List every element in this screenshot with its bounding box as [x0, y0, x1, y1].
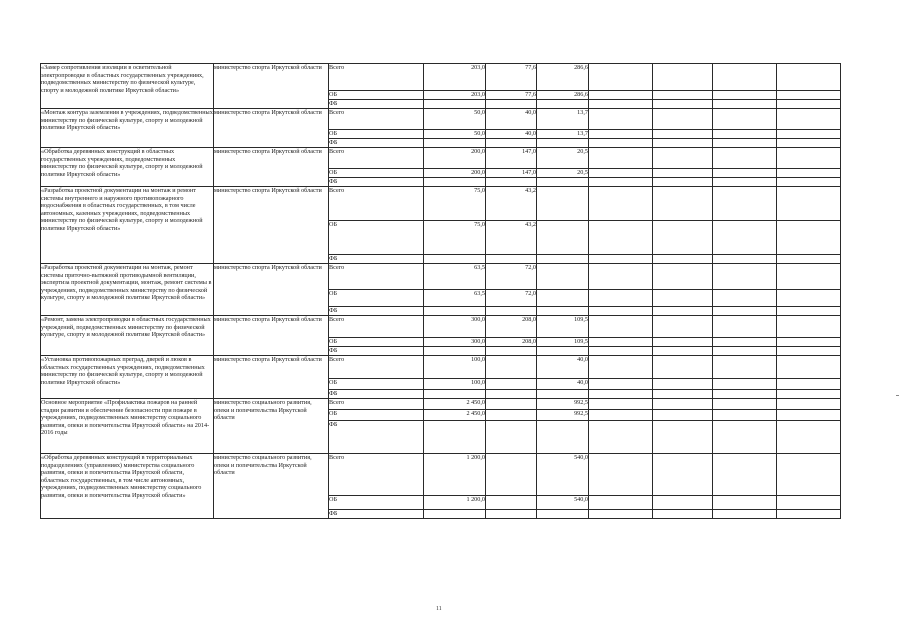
funding-source-cell: Всего — [329, 316, 424, 338]
amount-cell: 992,5 — [537, 399, 589, 410]
responsible-cell: министерство спорта Иркутской области — [214, 109, 329, 148]
amount-cell — [713, 347, 777, 356]
funding-source-cell: Всего — [329, 356, 424, 379]
funding-source-cell: ОБ — [329, 130, 424, 139]
funding-source-cell: ОБ — [329, 290, 424, 307]
amount-cell — [777, 139, 841, 148]
amount-cell: 208,0 — [486, 338, 537, 347]
amount-cell — [713, 130, 777, 139]
amount-cell — [589, 307, 653, 316]
event-name-cell: «Ремонт, замена электропроводки в областных государственных учреждений, подведомственных министерству по физической культуре, спорту и молодежной политике Иркутской области» — [41, 316, 214, 356]
amount-cell — [713, 139, 777, 148]
amount-cell: 147,0 — [486, 148, 537, 169]
amount-cell — [653, 221, 713, 255]
amount-cell — [589, 100, 653, 109]
funding-source-cell: Всего — [329, 187, 424, 221]
amount-cell — [653, 148, 713, 169]
amount-cell — [713, 496, 777, 510]
amount-cell: 75,0 — [424, 221, 486, 255]
funding-source-cell: ОБ — [329, 91, 424, 100]
funding-source-cell: ФБ — [329, 390, 424, 399]
table-row — [41, 454, 841, 496]
amount-cell: 203,0 — [424, 64, 486, 91]
amount-cell — [653, 169, 713, 178]
amount-cell — [537, 264, 589, 290]
amount-cell — [713, 421, 777, 454]
program-table — [40, 63, 841, 519]
amount-cell — [653, 109, 713, 130]
amount-cell — [589, 169, 653, 178]
amount-cell — [777, 64, 841, 91]
funding-source-cell: Всего — [329, 264, 424, 290]
amount-cell — [589, 496, 653, 510]
amount-cell: 200,0 — [424, 169, 486, 178]
amount-cell — [537, 347, 589, 356]
amount-cell — [486, 100, 537, 109]
amount-cell — [424, 178, 486, 187]
amount-cell — [537, 100, 589, 109]
amount-cell — [777, 390, 841, 399]
responsible-cell: министерство спорта Иркутской области — [214, 264, 329, 316]
amount-cell — [713, 178, 777, 187]
amount-cell — [589, 356, 653, 379]
amount-cell — [713, 379, 777, 390]
amount-cell — [537, 390, 589, 399]
funding-source-cell: ОБ — [329, 379, 424, 390]
amount-cell — [653, 338, 713, 347]
amount-cell — [653, 139, 713, 148]
amount-cell — [424, 347, 486, 356]
amount-cell — [777, 410, 841, 421]
amount-cell: 208,0 — [486, 316, 537, 338]
amount-cell: 100,0 — [424, 379, 486, 390]
table-row — [41, 316, 841, 338]
amount-cell — [653, 100, 713, 109]
responsible-cell: министерство спорта Иркутской области — [214, 148, 329, 187]
funding-source-cell: ФБ — [329, 307, 424, 316]
amount-cell — [537, 178, 589, 187]
amount-cell — [424, 100, 486, 109]
amount-cell — [486, 178, 537, 187]
funding-source-cell: Всего — [329, 148, 424, 169]
event-name-cell: «Разработка проектной документации на монтаж, ремонт системы приточно-вытяжной противодымной вентиляции, экспертиза проектной документации, монтаж, ремонт системы в учреждениях, подведомственных министерству по физической культуре, спорту и молодежной политике Иркутской области» — [41, 264, 214, 316]
amount-cell — [589, 109, 653, 130]
amount-cell: 43,2 — [486, 221, 537, 255]
amount-cell — [589, 178, 653, 187]
amount-cell — [777, 148, 841, 169]
amount-cell — [713, 64, 777, 91]
amount-cell — [713, 91, 777, 100]
amount-cell — [777, 169, 841, 178]
amount-cell — [653, 264, 713, 290]
amount-cell — [713, 316, 777, 338]
table-row — [41, 64, 841, 91]
amount-cell: 13,7 — [537, 109, 589, 130]
amount-cell — [537, 421, 589, 454]
amount-cell — [777, 221, 841, 255]
amount-cell: 43,2 — [486, 187, 537, 221]
funding-source-cell: ФБ — [329, 421, 424, 454]
amount-cell: 109,5 — [537, 338, 589, 347]
amount-cell — [653, 255, 713, 264]
amount-cell — [424, 421, 486, 454]
amount-cell — [713, 264, 777, 290]
table-row — [41, 399, 841, 410]
event-name-cell: «Замер сопротивления изоляции в осветительной электропроводке в областных государственных учреждениях, подведомственных министерству по физической культуре, спорту и молодежной политике Иркутской области» — [41, 64, 214, 109]
amount-cell: 50,0 — [424, 130, 486, 139]
table-row — [41, 356, 841, 379]
amount-cell — [589, 91, 653, 100]
responsible-cell: министерство спорта Иркутской области — [214, 316, 329, 356]
amount-cell: 200,0 — [424, 148, 486, 169]
amount-cell — [486, 399, 537, 410]
amount-cell — [777, 100, 841, 109]
amount-cell — [777, 454, 841, 496]
amount-cell: 1 200,0 — [424, 496, 486, 510]
amount-cell: 109,5 — [537, 316, 589, 338]
amount-cell — [589, 221, 653, 255]
amount-cell — [486, 390, 537, 399]
amount-cell — [777, 496, 841, 510]
amount-cell — [653, 421, 713, 454]
amount-cell — [713, 290, 777, 307]
amount-cell: 40,0 — [486, 109, 537, 130]
amount-cell — [653, 356, 713, 379]
amount-cell — [777, 290, 841, 307]
table-row — [41, 264, 841, 290]
amount-cell — [537, 307, 589, 316]
event-name-cell: Основное мероприятие «Профилактика пожаров на ранней стадии развития и обеспечение безопасности при пожаре в учреждениях, подведомственных министерству социального развития, опеки и попечительства Иркутской области» на 2014-2016 годы — [41, 399, 214, 454]
amount-cell — [486, 410, 537, 421]
amount-cell — [777, 91, 841, 100]
amount-cell: 75,0 — [424, 187, 486, 221]
event-name-cell: «Монтаж контура заземления в учреждениях, подведомственных министерству по физической культуре, спорту и молодежной политике Иркутской области» — [41, 109, 214, 148]
responsible-cell: министерство спорта Иркутской области — [214, 356, 329, 399]
amount-cell — [486, 454, 537, 496]
amount-cell: 300,0 — [424, 316, 486, 338]
amount-cell — [486, 255, 537, 264]
amount-cell — [537, 290, 589, 307]
funding-source-cell: Всего — [329, 64, 424, 91]
amount-cell: 63,5 — [424, 290, 486, 307]
amount-cell — [486, 139, 537, 148]
amount-cell — [713, 148, 777, 169]
amount-cell — [653, 496, 713, 510]
amount-cell — [589, 187, 653, 221]
amount-cell — [653, 178, 713, 187]
amount-cell — [424, 255, 486, 264]
amount-cell — [486, 379, 537, 390]
amount-cell — [777, 338, 841, 347]
funding-source-cell: ОБ — [329, 496, 424, 510]
funding-source-cell: ФБ — [329, 510, 424, 519]
funding-source-cell: ОБ — [329, 221, 424, 255]
amount-cell: 300,0 — [424, 338, 486, 347]
amount-cell — [486, 421, 537, 454]
amount-cell — [713, 390, 777, 399]
amount-cell — [589, 64, 653, 91]
amount-cell — [713, 100, 777, 109]
amount-cell — [653, 410, 713, 421]
amount-cell: 992,5 — [537, 410, 589, 421]
amount-cell — [589, 316, 653, 338]
amount-cell — [653, 307, 713, 316]
funding-source-cell: ОБ — [329, 410, 424, 421]
funding-source-cell: ФБ — [329, 100, 424, 109]
amount-cell: 40,0 — [537, 379, 589, 390]
amount-cell — [653, 510, 713, 519]
amount-cell — [653, 64, 713, 91]
amount-cell: 77,6 — [486, 91, 537, 100]
amount-cell — [713, 399, 777, 410]
table-row — [41, 187, 841, 221]
event-name-cell: «Обработка деревянных конструкций в территориальных подразделениях (управлениях) министерства социального развития, опеки и попечительства Иркутской области, областных государственных, в том числе автономных, учреждениях, подведомственных министерству социального развития, опеки и попечительства Иркутской области» — [41, 454, 214, 519]
amount-cell — [653, 379, 713, 390]
amount-cell — [653, 91, 713, 100]
funding-source-cell: ФБ — [329, 347, 424, 356]
amount-cell — [777, 347, 841, 356]
amount-cell — [589, 139, 653, 148]
amount-cell — [589, 264, 653, 290]
responsible-cell: министерство спорта Иркутской области — [214, 187, 329, 264]
event-name-cell: «Разработка проектной документации на монтаж и ремонт системы внутреннего и наружного противопожарного водоснабжения в областных государственных, в том числе автономных, казенных учреждениях, подведомственных министерству по физической культуре, спорту и молодежной политике Иркутской области» — [41, 187, 214, 264]
amount-cell: 1 200,0 — [424, 454, 486, 496]
amount-cell — [777, 255, 841, 264]
amount-cell — [777, 399, 841, 410]
amount-cell — [589, 454, 653, 496]
amount-cell — [589, 510, 653, 519]
amount-cell: 13,7 — [537, 130, 589, 139]
amount-cell — [589, 148, 653, 169]
amount-cell — [589, 379, 653, 390]
amount-cell — [713, 255, 777, 264]
amount-cell — [777, 264, 841, 290]
amount-cell: 20,5 — [537, 148, 589, 169]
amount-cell: 286,6 — [537, 64, 589, 91]
amount-cell — [589, 347, 653, 356]
amount-cell: 40,0 — [486, 130, 537, 139]
amount-cell — [713, 187, 777, 221]
amount-cell — [486, 356, 537, 379]
amount-cell — [713, 169, 777, 178]
amount-cell — [424, 307, 486, 316]
amount-cell — [653, 187, 713, 221]
amount-cell — [589, 390, 653, 399]
amount-cell: 72,0 — [486, 264, 537, 290]
amount-cell: 100,0 — [424, 356, 486, 379]
amount-cell — [589, 338, 653, 347]
responsible-cell: министерство спорта Иркутской области — [214, 64, 329, 109]
amount-cell: 50,0 — [424, 109, 486, 130]
funding-source-cell: Всего — [329, 454, 424, 496]
amount-cell — [486, 307, 537, 316]
amount-cell — [653, 130, 713, 139]
amount-cell — [777, 307, 841, 316]
amount-cell — [537, 255, 589, 264]
amount-cell — [713, 510, 777, 519]
funding-source-cell: Всего — [329, 399, 424, 410]
amount-cell: 72,0 — [486, 290, 537, 307]
amount-cell: 63,5 — [424, 264, 486, 290]
amount-cell — [777, 316, 841, 338]
amount-cell — [653, 316, 713, 338]
event-name-cell: «Установка противопожарных преград, дверей и люков в областных государственных учреждениях, подведомственных министерству по физической культуре, спорту и молодежной политике Иркутской области» — [41, 356, 214, 399]
amount-cell — [424, 390, 486, 399]
funding-source-cell: ФБ — [329, 139, 424, 148]
amount-cell — [713, 221, 777, 255]
amount-cell — [537, 221, 589, 255]
amount-cell: 203,0 — [424, 91, 486, 100]
amount-cell — [589, 130, 653, 139]
amount-cell — [653, 399, 713, 410]
amount-cell — [777, 187, 841, 221]
amount-cell — [653, 454, 713, 496]
funding-source-cell: ОБ — [329, 338, 424, 347]
amount-cell — [424, 139, 486, 148]
amount-cell: 2 450,0 — [424, 410, 486, 421]
amount-cell — [713, 356, 777, 379]
amount-cell — [537, 139, 589, 148]
amount-cell: 77,6 — [486, 64, 537, 91]
responsible-cell: министерство социального развития, опеки и попечительства Иркутской области — [214, 399, 329, 454]
amount-cell — [589, 255, 653, 264]
amount-cell — [653, 347, 713, 356]
funding-source-cell: Всего — [329, 109, 424, 130]
amount-cell — [589, 410, 653, 421]
amount-cell — [713, 454, 777, 496]
amount-cell — [537, 187, 589, 221]
table-row — [41, 148, 841, 169]
amount-cell — [713, 307, 777, 316]
funding-source-cell: ОБ — [329, 169, 424, 178]
amount-cell: 540,0 — [537, 454, 589, 496]
amount-cell — [589, 399, 653, 410]
amount-cell — [713, 410, 777, 421]
amount-cell: 540,0 — [537, 496, 589, 510]
amount-cell — [486, 347, 537, 356]
amount-cell: 40,0 — [537, 356, 589, 379]
amount-cell: 147,0 — [486, 169, 537, 178]
amount-cell — [653, 390, 713, 399]
funding-source-cell: ФБ — [329, 178, 424, 187]
amount-cell — [486, 496, 537, 510]
amount-cell — [777, 379, 841, 390]
amount-cell — [777, 178, 841, 187]
amount-cell — [486, 510, 537, 519]
amount-cell — [777, 356, 841, 379]
amount-cell — [653, 290, 713, 307]
table-row — [41, 109, 841, 130]
amount-cell — [777, 421, 841, 454]
funding-source-cell: ФБ — [329, 255, 424, 264]
amount-cell — [777, 130, 841, 139]
amount-cell — [589, 421, 653, 454]
amount-cell — [713, 338, 777, 347]
margin-mark — [896, 395, 899, 396]
amount-cell — [589, 290, 653, 307]
amount-cell: 286,6 — [537, 91, 589, 100]
amount-cell — [537, 510, 589, 519]
amount-cell: 20,5 — [537, 169, 589, 178]
amount-cell: 2 450,0 — [424, 399, 486, 410]
amount-cell — [777, 109, 841, 130]
responsible-cell: министерство социального развития, опеки и попечительства Иркутской области — [214, 454, 329, 519]
amount-cell — [777, 510, 841, 519]
page-number: 11 — [436, 606, 442, 612]
amount-cell — [424, 510, 486, 519]
amount-cell — [713, 109, 777, 130]
event-name-cell: «Обработка деревянных конструкций в областных государственных учреждениях, подведомственных министерству по физической культуре, спорту и молодежной политике Иркутской области» — [41, 148, 214, 187]
